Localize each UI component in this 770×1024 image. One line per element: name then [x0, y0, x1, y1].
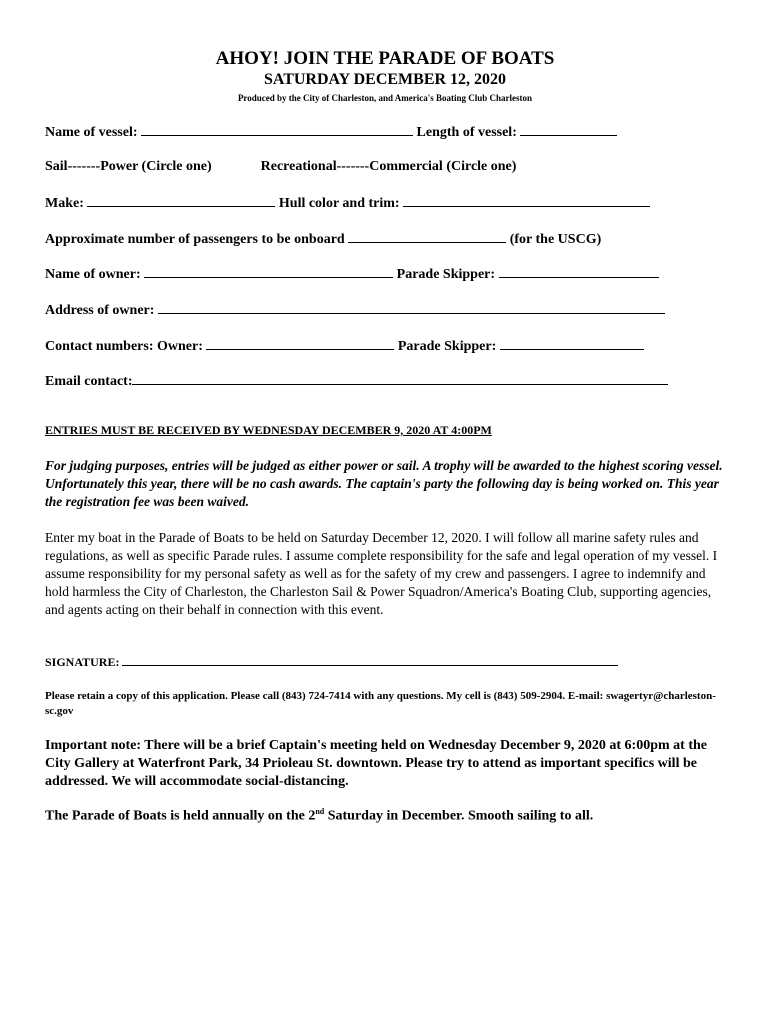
- hull-field[interactable]: [403, 192, 650, 207]
- rec-comm-choice[interactable]: Recreational-------Commercial (Circle one): [260, 159, 517, 174]
- event-date: SATURDAY DECEMBER 12, 2020: [263, 71, 507, 88]
- owner-address-field[interactable]: [158, 299, 665, 314]
- form-header: [0, 48, 770, 106]
- make-row: [45, 192, 650, 212]
- passengers-suffix: (for the USCG): [509, 232, 602, 247]
- retain-copy-note: Please retain a copy of this application. Please call (843) 724-7414 with any questions. My cell is (843) 509-2904. E-mail: swagertyr@charleston-sc.gov: [45, 690, 716, 717]
- parade-note: [45, 807, 593, 825]
- vessel-name-field[interactable]: [141, 121, 413, 136]
- contact-owner-field[interactable]: [206, 335, 394, 350]
- address-row: [45, 299, 665, 319]
- signature-field[interactable]: [122, 654, 618, 666]
- hull-label: Hull color and trim:: [278, 196, 400, 211]
- type-row: [45, 157, 516, 177]
- vessel-name-label: Name of vessel:: [45, 125, 138, 140]
- sail-power-choice[interactable]: Sail-------Power (Circle one): [45, 159, 212, 174]
- signature-label: SIGNATURE:: [45, 655, 120, 669]
- owner-name-field[interactable]: [144, 263, 393, 278]
- parade-note-tail: Saturday in December. Smooth sailing to all.: [324, 808, 594, 824]
- important-note: Important note: There will be a brief Captain's meeting held on Wednesday December 9, 2020 at 6:00pm at the City Gallery at Waterfront Park, 34 Prioleau St. downtown. Please try to attend as important specifics will be addressed. We will accommodate social-distancing.: [45, 738, 707, 789]
- owner-row: [45, 263, 659, 283]
- email-field[interactable]: [132, 370, 668, 385]
- email-row: [45, 370, 668, 390]
- passengers-label: Approximate number of passengers to be onboard: [45, 232, 345, 247]
- entry-deadline: ENTRIES MUST BE RECEIVED BY WEDNESDAY DECEMBER 9, 2020 AT 4:00PM: [45, 423, 492, 437]
- vessel-length-label: Length of vessel:: [416, 125, 517, 140]
- page-title: AHOY! JOIN THE PARADE OF BOATS: [215, 48, 555, 69]
- passengers-row: [45, 228, 601, 248]
- passengers-field[interactable]: [348, 228, 506, 243]
- producer-credit: Produced by the City of Charleston, and America's Boating Club Charleston: [237, 93, 533, 103]
- parade-skipper-field[interactable]: [499, 263, 659, 278]
- judging-info: For judging purposes, entries will be judged as either power or sail. A trophy will be awarded to the highest scoring vessel. Unfortunately this year, there will be no cash awards. The captain's party the following day is being worked on. This year the registration fee was been waived.: [45, 458, 723, 509]
- parade-skipper-label: Parade Skipper:: [396, 267, 496, 282]
- contact-skipper-label: Parade Skipper:: [397, 339, 497, 354]
- parade-note-text: The Parade of Boats is held annually on the 2: [45, 808, 316, 824]
- agreement-text: Enter my boat in the Parade of Boats to be held on Saturday December 12, 2020. I will follow all marine safety rules and regulations, as well as specific Parade rules. I assume complete responsibility for the safe and legal operation of my vessel. I assume responsibility for my personal safety as well as for the safety of my crew and passengers. I agree to indemnify and hold harmless the City of Charleston, the Charleston Sail & Power Squadron/America's Boating Club, supporting agencies, and agents acting on their behalf in connection with this event.: [45, 530, 718, 617]
- vessel-length-field[interactable]: [520, 121, 617, 136]
- email-label: Email contact:: [45, 374, 133, 389]
- owner-address-label: Address of owner:: [45, 303, 155, 318]
- owner-name-label: Name of owner:: [45, 267, 141, 282]
- contact-owner-label: Contact numbers: Owner:: [45, 339, 203, 354]
- make-field[interactable]: [87, 192, 275, 207]
- signature-row: [45, 654, 618, 670]
- contact-row: [45, 335, 644, 355]
- contact-skipper-field[interactable]: [500, 335, 644, 350]
- make-label: Make:: [45, 196, 84, 211]
- ordinal-suffix: nd: [315, 807, 325, 816]
- vessel-row: [45, 121, 617, 141]
